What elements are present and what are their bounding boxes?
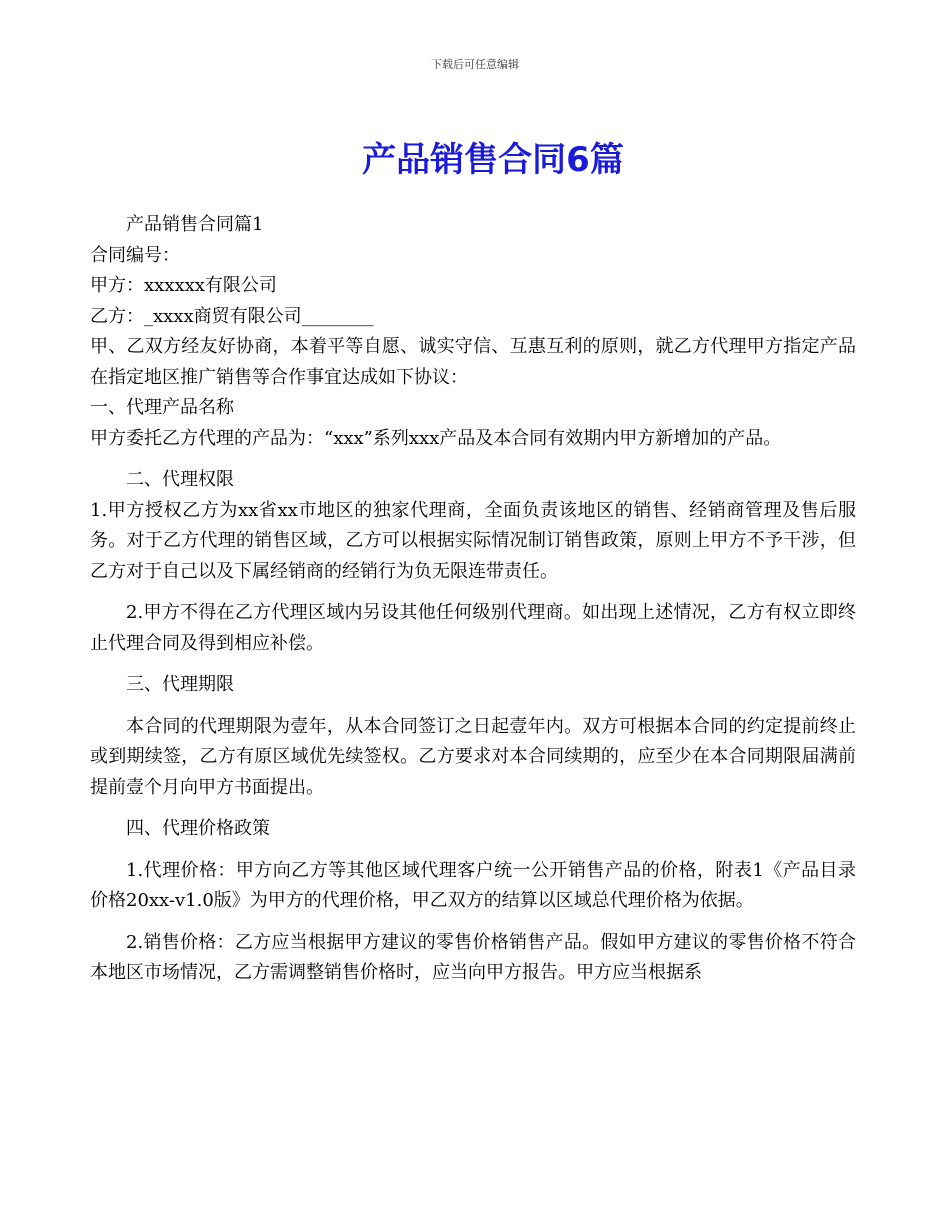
party-b-line: 乙方：_xxxx商贸有限公司________ (90, 305, 374, 327)
header-note: 下载后可任意编辑 (431, 58, 519, 71)
document-body (90, 210, 856, 989)
section-heading: 产品销售合同篇1 (126, 214, 264, 235)
party-a-line: 甲方：xxxxxx有限公司 (90, 275, 277, 296)
clause-paragraph: 1.甲方授权乙方为xx省xx市地区的独家代理商，全面负责该地区的销售、经销商管理及售后服务。对于乙方代理的销售区域，乙方可以根据实际情况制订销售政策，原则上甲方不予干涉，但乙方对于自己以及下属经销商的经销行为负无限连带责任。 (90, 499, 856, 582)
clause-heading: 三、代理期限 (126, 674, 234, 695)
clause-heading: 二、代理权限 (126, 469, 234, 490)
preamble-paragraph: 甲、乙双方经友好协商，本着平等自愿、诚实守信、互惠互利的原则，就乙方代理甲方指定产品在指定地区推广销售等合作事宜达成如下协议： (90, 336, 856, 388)
clause-paragraph: 1.代理价格：甲方向乙方等其他区域代理客户统一公开销售产品的价格，附表1《产品目录价格20xx-v1.0版》为甲方的代理价格，甲乙双方的结算以区域总代理价格为依据。 (90, 859, 856, 911)
clause-heading: 四、代理价格政策 (126, 818, 270, 839)
document-title: 产品销售合同6篇 (362, 140, 624, 180)
clause-paragraph: 2.销售价格：乙方应当根据甲方建议的零售价格销售产品。假如甲方建议的零售价格不符合本地区市场情况，乙方需调整销售价格时，应当向甲方报告。甲方应当根据系 (90, 931, 856, 983)
clause-paragraph: 本合同的代理期限为壹年，从本合同签订之日起壹年内。双方可根据本合同的约定提前终止或到期续签，乙方有原区域优先续签权。乙方要求对本合同续期的，应至少在本合同期限届满前提前壹个月向甲方书面提出。 (90, 715, 856, 798)
clause-paragraph: 甲方委托乙方代理的产品为：“xxx”系列xxx产品及本合同有效期内甲方新增加的产品。 (90, 427, 782, 449)
clause-heading: 一、代理产品名称 (90, 397, 234, 418)
clause-paragraph: 2.甲方不得在乙方代理区域内另设其他任何级别代理商。如出现上述情况，乙方有权立即终止代理合同及得到相应补偿。 (90, 602, 856, 654)
contract-number-line: 合同编号： (90, 244, 180, 266)
